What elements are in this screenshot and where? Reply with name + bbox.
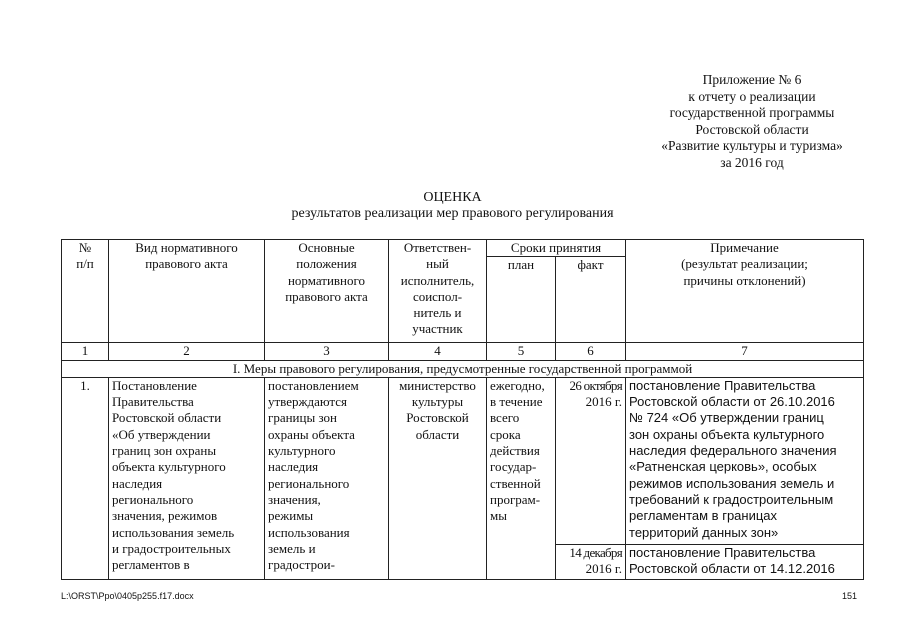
row-act-type: Постановление Правительства Ростовской области «Об утверждении границ зон охраны объекта культурного наследия регионального значения, режимов использования земель и градостроительных регламентов в (109, 377, 265, 579)
regulation-table (61, 239, 864, 580)
title-heading: ОЦЕНКА (423, 190, 482, 205)
header-provisions: Основные положения нормативного правового акта (265, 240, 389, 343)
column-number: 5 (487, 343, 556, 360)
column-number: 4 (389, 343, 487, 360)
header-row (62, 240, 864, 257)
column-number: 6 (556, 343, 626, 360)
column-number: 2 (109, 343, 265, 360)
row-note-2: постановление Правительства Ростовской области от 14.12.2016 (626, 544, 864, 579)
row-fact-2: 14 декабря 2016 г. (556, 544, 626, 579)
title-subheading: результатов реализации мер правового регулирования (291, 206, 614, 221)
appendix-line: Ростовской области (695, 121, 809, 137)
column-number: 3 (265, 343, 389, 360)
section-title: I. Меры правового регулирования, предусмотренные государственной программой (62, 360, 864, 377)
header-plan: план (487, 257, 556, 343)
appendix-line: «Развитие культуры и туризма» (661, 138, 843, 154)
footer-file-path: L:\ORST\Ppo\0405p255.f17.docx (61, 591, 194, 601)
section-row (62, 360, 864, 377)
column-number: 1 (62, 343, 109, 360)
column-numbers-row (62, 343, 864, 360)
header-terms: Сроки принятия (487, 240, 626, 257)
row-num: 1. (62, 377, 109, 579)
column-number: 7 (626, 343, 864, 360)
page-number: 151 (841, 591, 857, 601)
row-fact-1: 26 октября 2016 г. (556, 377, 626, 544)
header-executor: Ответствен- ный исполнитель, соиспол- нитель и участник (389, 240, 487, 343)
row-note-1: постановление Правительства Ростовской области от 26.10.2016 № 724 «Об утверждении границ зон охраны объекта культурного наследия федерального значения «Ратненская церковь», особых режимов использования земель и требований к градостроительным регламентам в границах территорий данных зон» (626, 377, 864, 544)
row-plan: ежегодно, в течение всего срока действия государ- ственной програм- мы (487, 377, 556, 579)
appendix-line: Приложение № 6 (702, 72, 802, 87)
appendix-line: за 2016 год (720, 154, 784, 170)
header-fact: факт (556, 257, 626, 343)
appendix-block (610, 72, 894, 172)
header-act-type: Вид нормативного правового акта (109, 240, 265, 343)
header-num: № п/п (62, 240, 109, 343)
row-executor: министерство культуры Ростовской области (389, 377, 487, 579)
document-title (0, 190, 905, 222)
appendix-line: к отчету о реализации (688, 88, 816, 104)
table-row (62, 377, 864, 544)
row-provisions: постановлением утверждаются границы зон охраны объекта культурного наследия регионального значения, режимы использования земель и градострои- (265, 377, 389, 579)
appendix-line: государственной программы (669, 105, 835, 121)
header-note: Примечание (результат реализации; причины отклонений) (626, 240, 864, 343)
